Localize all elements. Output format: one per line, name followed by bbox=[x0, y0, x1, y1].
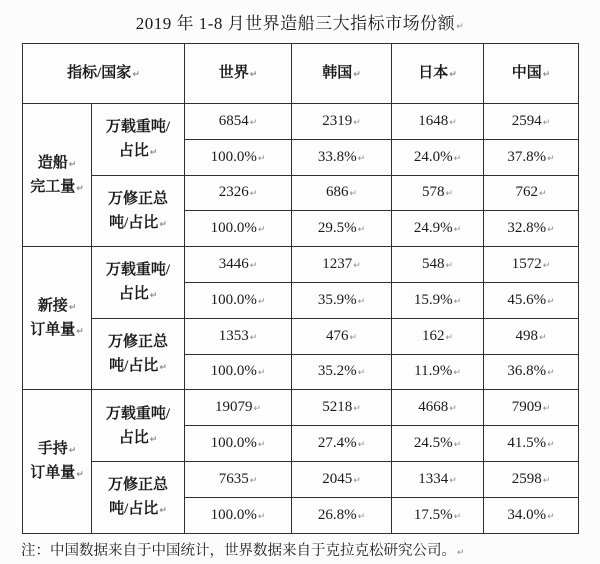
paragraph-mark-icon: ↵ bbox=[353, 261, 361, 272]
share-cell bbox=[185, 497, 292, 533]
corner-header-text: 指标/国家 bbox=[67, 65, 132, 81]
cell-value: 5218 bbox=[322, 399, 353, 416]
group-label-text: 订单量 bbox=[30, 465, 76, 482]
cell-value: 24.0% bbox=[413, 148, 453, 165]
value-cell bbox=[185, 318, 292, 354]
paragraph-mark-icon: ↵ bbox=[68, 160, 77, 171]
value-cell bbox=[392, 104, 484, 140]
share-cell bbox=[392, 211, 484, 247]
col-header-text: 世界 bbox=[218, 65, 249, 81]
paragraph-mark-icon: ↵ bbox=[547, 368, 555, 379]
sub-label-text: 吨/占比 bbox=[109, 358, 159, 375]
value-cell bbox=[292, 461, 392, 497]
cell-value: 1572 bbox=[511, 256, 542, 273]
paragraph-mark-icon: ↵ bbox=[453, 368, 461, 379]
paragraph-mark-icon: ↵ bbox=[249, 332, 258, 343]
cell-value: 35.2% bbox=[317, 363, 357, 380]
share-cell bbox=[484, 497, 579, 533]
cell-value: 34.0% bbox=[507, 506, 547, 523]
cell-value: 45.6% bbox=[507, 291, 547, 308]
cell-value: 686 bbox=[325, 184, 349, 201]
cell-value: 2045 bbox=[322, 470, 353, 487]
paragraph-mark-icon: ↵ bbox=[257, 511, 266, 522]
sub-label-text: 万修正总 bbox=[107, 190, 168, 207]
share-cell bbox=[292, 354, 392, 390]
sub-label-text: 吨/占比 bbox=[109, 501, 159, 518]
share-cell bbox=[292, 139, 392, 175]
cell-value: 17.5% bbox=[413, 506, 453, 523]
paragraph-mark-icon: ↵ bbox=[542, 404, 551, 415]
paragraph-mark-icon: ↵ bbox=[257, 225, 266, 236]
paragraph-mark-icon: ↵ bbox=[457, 548, 465, 558]
paragraph-mark-icon: ↵ bbox=[149, 291, 158, 302]
value-cell bbox=[392, 247, 484, 283]
cell-value: 3446 bbox=[218, 256, 249, 273]
sub-label-text: 万载重吨/ bbox=[105, 119, 171, 136]
group-label-text: 手持 bbox=[37, 441, 68, 458]
paragraph-mark-icon: ↵ bbox=[249, 70, 258, 80]
share-cell bbox=[484, 354, 579, 390]
share-cell bbox=[292, 211, 392, 247]
paragraph-mark-icon: ↵ bbox=[353, 117, 361, 128]
sub-label-text: 万修正总 bbox=[107, 334, 168, 351]
group-label-order-backlog bbox=[23, 390, 92, 533]
paragraph-mark-icon: ↵ bbox=[76, 184, 84, 195]
cell-value: 548 bbox=[421, 256, 445, 273]
cell-value: 100.0% bbox=[210, 148, 257, 165]
value-cell bbox=[392, 318, 484, 354]
col-header-text: 中国 bbox=[511, 65, 542, 81]
paragraph-mark-icon: ↵ bbox=[76, 470, 84, 481]
paragraph-mark-icon: ↵ bbox=[349, 332, 358, 343]
paragraph-mark-icon: ↵ bbox=[257, 440, 266, 451]
paragraph-mark-icon: ↵ bbox=[159, 219, 167, 230]
value-cell bbox=[392, 390, 484, 426]
cell-value: 6854 bbox=[218, 112, 249, 129]
sub-label-dwt bbox=[92, 247, 185, 319]
paragraph-mark-icon: ↵ bbox=[249, 475, 258, 486]
value-cell bbox=[292, 390, 392, 426]
paragraph-mark-icon: ↵ bbox=[353, 475, 361, 486]
paragraph-mark-icon: ↵ bbox=[357, 225, 366, 236]
sub-label-text: 万载重吨/ bbox=[105, 262, 171, 279]
cell-value: 2598 bbox=[511, 470, 542, 487]
value-cell bbox=[484, 175, 579, 211]
share-cell bbox=[292, 497, 392, 533]
paragraph-mark-icon: ↵ bbox=[249, 261, 258, 272]
paragraph-mark-icon: ↵ bbox=[449, 475, 457, 486]
cell-value: 41.5% bbox=[507, 435, 547, 452]
value-cell bbox=[185, 247, 292, 283]
share-cell bbox=[185, 354, 292, 390]
sub-label-dwt bbox=[92, 390, 185, 462]
value-cell bbox=[185, 104, 292, 140]
table-row bbox=[23, 318, 579, 354]
page-title bbox=[0, 9, 600, 34]
col-header-text: 韩国 bbox=[322, 65, 353, 81]
cell-value: 476 bbox=[325, 327, 349, 344]
cell-value: 26.8% bbox=[317, 506, 357, 523]
paragraph-mark-icon: ↵ bbox=[149, 434, 158, 445]
cell-value: 36.8% bbox=[507, 363, 547, 380]
value-cell bbox=[484, 247, 579, 283]
table-row bbox=[23, 390, 579, 426]
paragraph-mark-icon: ↵ bbox=[449, 404, 457, 415]
paragraph-mark-icon: ↵ bbox=[253, 404, 262, 415]
paragraph-mark-icon: ↵ bbox=[445, 189, 454, 200]
paragraph-mark-icon: ↵ bbox=[357, 511, 366, 522]
value-cell bbox=[484, 461, 579, 497]
col-header-text: 日本 bbox=[418, 65, 449, 81]
table-row bbox=[23, 175, 579, 211]
sub-label-text: 吨/占比 bbox=[109, 214, 159, 231]
value-cell bbox=[292, 104, 392, 140]
paragraph-mark-icon: ↵ bbox=[76, 327, 84, 338]
col-header-china bbox=[484, 44, 579, 104]
value-cell bbox=[392, 175, 484, 211]
sub-label-cgt bbox=[92, 461, 185, 533]
paragraph-mark-icon: ↵ bbox=[547, 153, 555, 164]
paragraph-mark-icon: ↵ bbox=[249, 117, 258, 128]
value-cell bbox=[185, 390, 292, 426]
sub-label-dwt bbox=[92, 104, 185, 176]
paragraph-mark-icon: ↵ bbox=[547, 296, 555, 307]
col-header-world bbox=[185, 44, 292, 104]
cell-value: 4668 bbox=[418, 399, 449, 416]
cell-value: 24.9% bbox=[413, 220, 453, 237]
cell-value: 100.0% bbox=[210, 363, 257, 380]
cell-value: 578 bbox=[421, 184, 445, 201]
cell-value: 33.8% bbox=[317, 148, 357, 165]
paragraph-mark-icon: ↵ bbox=[453, 440, 462, 451]
share-cell bbox=[392, 282, 484, 318]
share-cell bbox=[292, 282, 392, 318]
footnote bbox=[21, 539, 465, 560]
cell-value: 100.0% bbox=[210, 435, 257, 452]
paragraph-mark-icon: ↵ bbox=[349, 189, 358, 200]
sub-label-text: 占比 bbox=[118, 286, 149, 303]
col-header-korea bbox=[292, 44, 392, 104]
cell-value: 27.4% bbox=[317, 435, 357, 452]
cell-value: 2594 bbox=[511, 112, 542, 129]
sub-label-cgt bbox=[92, 318, 185, 390]
paragraph-mark-icon: ↵ bbox=[445, 261, 454, 272]
paragraph-mark-icon: ↵ bbox=[547, 511, 555, 522]
value-cell bbox=[484, 104, 579, 140]
cell-value: 29.5% bbox=[317, 220, 357, 237]
paragraph-mark-icon: ↵ bbox=[357, 368, 366, 379]
share-cell bbox=[484, 426, 579, 462]
sub-label-text: 占比 bbox=[118, 429, 149, 446]
share-cell bbox=[185, 211, 292, 247]
corner-header-cell bbox=[23, 44, 185, 104]
cell-value: 19079 bbox=[214, 399, 253, 416]
cell-value: 15.9% bbox=[413, 291, 453, 308]
paragraph-mark-icon: ↵ bbox=[257, 296, 266, 307]
cell-value: 37.8% bbox=[507, 148, 547, 165]
sub-label-text: 万修正总 bbox=[107, 477, 168, 494]
paragraph-mark-icon: ↵ bbox=[249, 189, 258, 200]
share-cell bbox=[484, 282, 579, 318]
share-cell bbox=[392, 354, 484, 390]
sub-label-cgt bbox=[92, 175, 185, 247]
header-row bbox=[23, 44, 579, 104]
footnote-text: 注：中国数据来自于中国统计，世界数据来自于克拉克松研究公司。 bbox=[21, 543, 456, 559]
group-label-text: 订单量 bbox=[30, 322, 76, 339]
paragraph-mark-icon: ↵ bbox=[542, 475, 551, 486]
cell-value: 100.0% bbox=[210, 220, 257, 237]
cell-value: 35.9% bbox=[317, 291, 357, 308]
shipbuilding-indicators-table bbox=[22, 43, 579, 534]
paragraph-mark-icon: ↵ bbox=[538, 189, 547, 200]
cell-value: 1237 bbox=[322, 256, 353, 273]
paragraph-mark-icon: ↵ bbox=[353, 404, 361, 415]
cell-value: 24.5% bbox=[413, 435, 453, 452]
paragraph-mark-icon: ↵ bbox=[149, 148, 158, 159]
value-cell bbox=[185, 461, 292, 497]
cell-value: 7909 bbox=[511, 399, 542, 416]
paragraph-mark-icon: ↵ bbox=[449, 70, 457, 80]
paragraph-mark-icon: ↵ bbox=[357, 440, 366, 451]
sub-label-text: 万载重吨/ bbox=[105, 405, 171, 422]
paragraph-mark-icon: ↵ bbox=[357, 153, 366, 164]
paragraph-mark-icon: ↵ bbox=[257, 368, 266, 379]
sub-label-text: 占比 bbox=[118, 143, 149, 160]
value-cell bbox=[185, 175, 292, 211]
value-cell bbox=[292, 175, 392, 211]
group-label-new-orders bbox=[23, 247, 92, 390]
share-cell bbox=[484, 139, 579, 175]
paragraph-mark-icon: ↵ bbox=[449, 117, 457, 128]
value-cell bbox=[484, 390, 579, 426]
paragraph-mark-icon: ↵ bbox=[68, 446, 77, 457]
paragraph-mark-icon: ↵ bbox=[542, 70, 551, 80]
cell-value: 32.8% bbox=[507, 220, 547, 237]
value-cell bbox=[292, 318, 392, 354]
paragraph-mark-icon: ↵ bbox=[538, 332, 547, 343]
cell-value: 498 bbox=[515, 327, 538, 344]
share-cell bbox=[392, 497, 484, 533]
paragraph-mark-icon: ↵ bbox=[453, 296, 462, 307]
group-label-completions bbox=[23, 104, 92, 247]
group-label-text: 完工量 bbox=[30, 179, 76, 196]
paragraph-mark-icon: ↵ bbox=[547, 440, 555, 451]
paragraph-mark-icon: ↵ bbox=[453, 225, 462, 236]
share-cell bbox=[392, 139, 484, 175]
paragraph-mark-icon: ↵ bbox=[456, 22, 465, 32]
col-header-japan bbox=[392, 44, 484, 104]
paragraph-mark-icon: ↵ bbox=[159, 506, 167, 517]
cell-value: 100.0% bbox=[210, 291, 257, 308]
paragraph-mark-icon: ↵ bbox=[357, 296, 366, 307]
cell-value: 2326 bbox=[218, 184, 249, 201]
cell-value: 100.0% bbox=[210, 506, 257, 523]
paragraph-mark-icon: ↵ bbox=[159, 363, 167, 374]
group-label-text: 新接 bbox=[37, 298, 68, 315]
cell-value: 1353 bbox=[218, 327, 249, 344]
share-cell bbox=[484, 211, 579, 247]
cell-value: 1648 bbox=[418, 112, 449, 129]
paragraph-mark-icon: ↵ bbox=[68, 303, 77, 314]
group-label-text: 造船 bbox=[37, 155, 68, 172]
share-cell bbox=[185, 282, 292, 318]
paragraph-mark-icon: ↵ bbox=[547, 225, 555, 236]
cell-value: 2319 bbox=[322, 112, 353, 129]
table-row bbox=[23, 247, 579, 283]
paragraph-mark-icon: ↵ bbox=[453, 511, 462, 522]
cell-value: 762 bbox=[515, 184, 538, 201]
paragraph-mark-icon: ↵ bbox=[353, 70, 361, 80]
paragraph-mark-icon: ↵ bbox=[445, 332, 454, 343]
value-cell bbox=[484, 318, 579, 354]
paragraph-mark-icon: ↵ bbox=[542, 117, 551, 128]
cell-value: 1334 bbox=[418, 470, 449, 487]
share-cell bbox=[392, 426, 484, 462]
paragraph-mark-icon: ↵ bbox=[453, 153, 462, 164]
paragraph-mark-icon: ↵ bbox=[132, 70, 140, 80]
share-cell bbox=[292, 426, 392, 462]
cell-value: 7635 bbox=[218, 470, 249, 487]
table-row bbox=[23, 104, 579, 140]
value-cell bbox=[392, 461, 484, 497]
value-cell bbox=[292, 247, 392, 283]
share-cell bbox=[185, 426, 292, 462]
table-row bbox=[23, 461, 579, 497]
cell-value: 11.9% bbox=[414, 363, 453, 380]
paragraph-mark-icon: ↵ bbox=[542, 261, 551, 272]
share-cell bbox=[185, 139, 292, 175]
page-title-text: 2019 年 1-8 月世界造船三大指标市场份额 bbox=[135, 14, 456, 33]
paragraph-mark-icon: ↵ bbox=[257, 153, 266, 164]
cell-value: 162 bbox=[421, 327, 445, 344]
